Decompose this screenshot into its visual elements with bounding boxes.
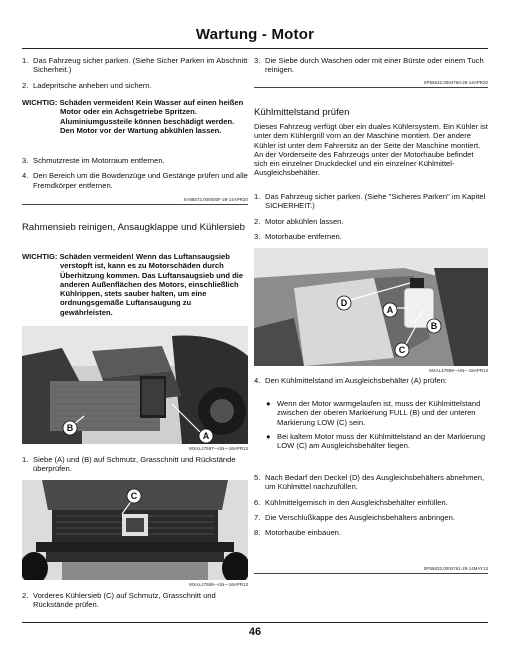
- vehicle-seat-photo: [22, 326, 248, 444]
- list-item: 2. Vorderes Kühlersieb (C) auf Schmutz, Grasschnitt und Rückstände prüfen.: [22, 591, 216, 610]
- steps-block-3: [254, 192, 488, 241]
- steps-block-2: [22, 156, 248, 190]
- svg-text:D: D: [340, 298, 348, 308]
- callout-c: [395, 343, 409, 357]
- svg-text:B: B: [66, 423, 74, 433]
- svg-text:B: B: [430, 321, 438, 331]
- footer-rule: [22, 622, 488, 623]
- figure-caption: MXAL47698—UN—16APR13: [189, 582, 248, 587]
- bullet-list: [254, 399, 488, 450]
- svg-text:C: C: [130, 491, 138, 501]
- svg-text:C: C: [398, 345, 406, 355]
- document-reference: SV98572,000000F-29-14APR20: [22, 197, 248, 205]
- list-item: 1. Das Fahrzeug sicher parken. (Siehe Sicher Parken im Abschnitt Sicherheit.): [22, 56, 248, 75]
- list-item: 1. Siebe (A) und (B) auf Schmutz, Grasschnitt und Rückstände überprüfen.: [22, 455, 236, 474]
- callout-a: [199, 429, 213, 443]
- page-title: Wartung - Motor: [195, 26, 315, 43]
- list-item: 3. Schmutzreste im Motorraum entfernen.: [22, 156, 165, 165]
- figure-caption: MXAL47699—UN—16APR13: [429, 368, 488, 373]
- steps-block-1: [22, 56, 248, 90]
- callout-d: [337, 296, 351, 310]
- page-number: 46: [248, 626, 262, 638]
- front-grille-photo: [22, 480, 248, 580]
- list-item: 1. Das Fahrzeug sicher parken. (Siehe "Sicheres Parken" im Kapitel SICHERHEIT.): [254, 192, 486, 211]
- list-item: 3. Motorhaube entfernen.: [254, 231, 342, 241]
- figure-caption: MXAL47697—UN—16APR13: [189, 446, 248, 451]
- list-item: ● Bei kaltem Motor muss der Kühlmittelstand an der Markierung LOW (C) am Ausgleichsbehälter liegen.: [266, 431, 486, 450]
- callout-c: [127, 489, 141, 503]
- list-item: 6. Kühlmittelgemisch in den Ausgleichsbehälter einfüllen.: [254, 497, 448, 507]
- svg-text:A: A: [202, 431, 210, 441]
- steps-block-4: [254, 473, 488, 537]
- list-item: 8. Motorhaube einbauen.: [254, 528, 341, 537]
- document-reference: SP55632,0004761-29-14MAY13: [254, 566, 488, 574]
- header-rule: [22, 48, 488, 49]
- coolant-tank-photo: [254, 248, 488, 366]
- list-item: 2. Ladepritsche anheben und sichern.: [22, 80, 152, 90]
- callout-b: [427, 319, 441, 333]
- list-item: 4. Den Kühlmittelstand im Ausgleichsbehälter (A) prüfen:: [254, 376, 447, 385]
- svg-text:A: A: [386, 305, 394, 315]
- intro-paragraph: Dieses Fahrzeug verfügt über ein duales Kühlersystem. Ein Kühler ist unter dem Kühlergrill vorn an der Maschine montiert. Der andere Kühler ist unter dem Fahrersitz an der Seite der Maschine montiert. An der Vorderseite des Fahrzeugs unter der Motorhaube befindet sich ein einzelner Druckdeckel und ein einzelner Kühlmittel-Ausgleichsbehälter.: [254, 122, 488, 178]
- important-notice: WICHTIG: Schäden vermeiden! Kein Wasser auf einen heißen Motor oder ein Achsgetriebe Spritzen. Aluminiumgussteile können beschädigt werden. Den Motor vor der Wartung abkühlen lassen.: [22, 98, 244, 135]
- list-item: 4. Den Bereich um die Bowdenzüge und Gestänge prüfen und alle Fremdkörper entfernen.: [22, 171, 248, 190]
- list-item: ● Wenn der Motor warmgelaufen ist, muss der Kühlmittelstand zwischen der oberen Markierung FULL (B) und der unteren Markierung LOW (C) sein.: [266, 399, 481, 427]
- document-reference: SP55632,0004760-29-14APR20: [254, 80, 488, 88]
- list-item: 3. Die Siebe durch Waschen oder mit einer Bürste oder einem Tuch reinigen.: [254, 56, 484, 75]
- callout-b: [63, 421, 77, 435]
- section-heading: Kühlmittelstand prüfen: [254, 107, 350, 118]
- important-notice: WICHTIG: Schäden vermeiden! Wenn das Luftansaugsieb verstopft ist, kann es zu Motorschäden durch Überhitzung kommen. Das Luftansaugsieb und die anderen Außenflächen des Motors, einschließlich Kühlrippen, stets sauber halten, um eine ordnungsgemäße Luftansaugung zu gewährleisten.: [22, 252, 244, 317]
- callout-a: [383, 303, 397, 317]
- list-item: 7. Die Verschlußkappe des Ausgleichsbehälters anbringen.: [254, 512, 455, 522]
- list-item: 5. Nach Bedarf den Deckel (D) des Ausgleichsbehälters abnehmen, um Kühlmittel nachzufüllen.: [254, 473, 485, 492]
- section-heading: Rahmensieb reinigen, Ansaugklappe und Kühlersieb: [22, 222, 245, 233]
- list-item: 2. Motor abkühlen lassen.: [254, 216, 344, 226]
